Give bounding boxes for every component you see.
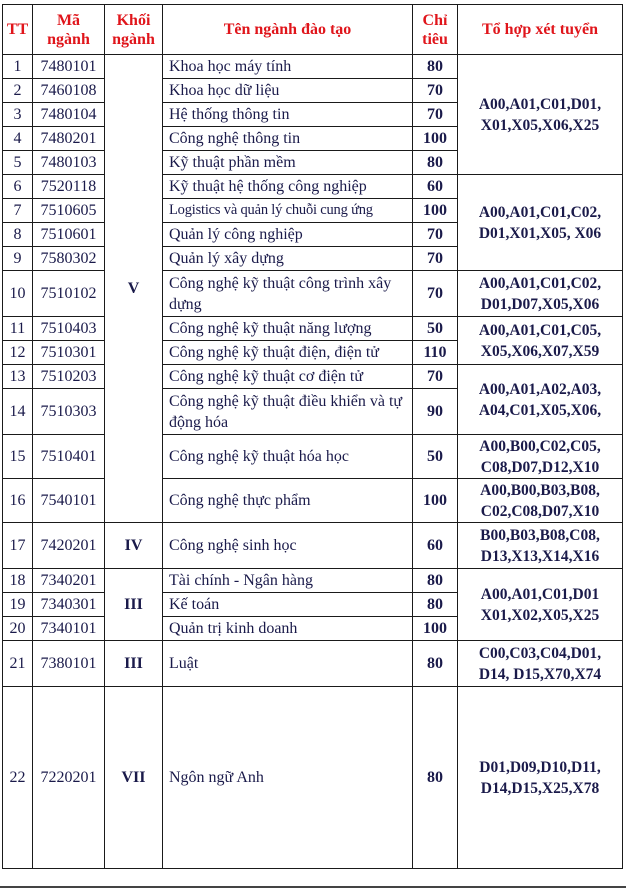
to-hop-group-9: A00,A01,C01,D01 X01,X02,X05,X25: [458, 569, 623, 641]
cell-ten: Khoa học máy tính: [163, 55, 413, 79]
bottom-divider: [0, 886, 626, 888]
cell-chi-tieu: 90: [413, 389, 458, 435]
header-khoi-nganh: Khối ngành: [105, 5, 163, 55]
cell-ma: 7340201: [33, 569, 105, 593]
cell-tt: 16: [3, 479, 33, 523]
cell-chi-tieu: 70: [413, 223, 458, 247]
cell-ma: 7510605: [33, 199, 105, 223]
cell-ten: Luật: [163, 641, 413, 687]
cell-chi-tieu: 70: [413, 365, 458, 389]
header-ten-nganh: Tên ngành đào tạo: [163, 5, 413, 55]
table-row: [3, 523, 623, 569]
cell-chi-tieu: 50: [413, 317, 458, 341]
cell-tt: 20: [3, 617, 33, 641]
cell-ten: Quản trị kinh doanh: [163, 617, 413, 641]
cell-tt: 22: [3, 687, 33, 869]
khoi-nganh-iii-luat: III: [105, 641, 163, 687]
cell-ten: Công nghệ thực phẩm: [163, 479, 413, 523]
cell-ma: 7580302: [33, 247, 105, 271]
cell-tt: 8: [3, 223, 33, 247]
cell-chi-tieu: 80: [413, 593, 458, 617]
to-hop-group-2: A00,A01,C01,C02, D01,X01,X05, X06: [458, 175, 623, 271]
cell-tt: 15: [3, 435, 33, 479]
cell-chi-tieu: 80: [413, 687, 458, 869]
cell-ten: Quản lý công nghiệp: [163, 223, 413, 247]
cell-tt: 7: [3, 199, 33, 223]
khoi-nganh-iii: III: [105, 569, 163, 641]
table-row: [3, 435, 623, 479]
cell-ten: Hệ thống thông tin: [163, 103, 413, 127]
to-hop-group-4: A00,A01,C01,C05, X05,X06,X07,X59: [458, 317, 623, 365]
cell-chi-tieu: 80: [413, 151, 458, 175]
cell-tt: 19: [3, 593, 33, 617]
cell-ten: Kỹ thuật phần mềm: [163, 151, 413, 175]
cell-tt: 3: [3, 103, 33, 127]
cell-ten: Quản lý xây dựng: [163, 247, 413, 271]
cell-ma: 7510303: [33, 389, 105, 435]
cell-ten: Công nghệ thông tin: [163, 127, 413, 151]
cell-chi-tieu: 50: [413, 435, 458, 479]
cell-chi-tieu: 80: [413, 569, 458, 593]
to-hop-group-6: A00,B00,C02,C05, C08,D07,D12,X10: [458, 435, 623, 479]
cell-tt: 4: [3, 127, 33, 151]
cell-tt: 6: [3, 175, 33, 199]
table-row: [3, 569, 623, 593]
cell-tt: 11: [3, 317, 33, 341]
to-hop-group-7: A00,B00,B03,B08, C02,C08,D07,X10: [458, 479, 623, 523]
cell-ma: 7510401: [33, 435, 105, 479]
table-row: [3, 365, 623, 389]
cell-ten: Kỹ thuật hệ thống công nghiệp: [163, 175, 413, 199]
cell-chi-tieu: 60: [413, 175, 458, 199]
header-ma-nganh: Mã ngành: [33, 5, 105, 55]
cell-tt: 5: [3, 151, 33, 175]
cell-ma: 7520118: [33, 175, 105, 199]
cell-chi-tieu: 100: [413, 127, 458, 151]
cell-chi-tieu: 70: [413, 103, 458, 127]
khoi-nganh-v: V: [105, 55, 163, 523]
cell-ma: 7480103: [33, 151, 105, 175]
cell-ten: Kế toán: [163, 593, 413, 617]
cell-chi-tieu: 70: [413, 247, 458, 271]
table-row: [3, 271, 623, 317]
table-row: [3, 641, 623, 687]
cell-ma: 7510301: [33, 341, 105, 365]
cell-ten: Logistics và quản lý chuỗi cung ứng: [163, 199, 413, 223]
cell-chi-tieu: 60: [413, 523, 458, 569]
cell-chi-tieu: 70: [413, 79, 458, 103]
cell-ma: 7510203: [33, 365, 105, 389]
to-hop-group-3: A00,A01,C01,C02, D01,D07,X05,X06: [458, 271, 623, 317]
cell-chi-tieu: 100: [413, 617, 458, 641]
table-row: [3, 317, 623, 341]
cell-tt: 17: [3, 523, 33, 569]
to-hop-group-1: A00,A01,C01,D01, X01,X05,X06,X25: [458, 55, 623, 175]
khoi-nganh-iv: IV: [105, 523, 163, 569]
cell-tt: 13: [3, 365, 33, 389]
cell-tt: 1: [3, 55, 33, 79]
cell-ma: 7420201: [33, 523, 105, 569]
table-row: [3, 55, 623, 79]
cell-tt: 14: [3, 389, 33, 435]
cell-ma: 7510403: [33, 317, 105, 341]
cell-ma: 7380101: [33, 641, 105, 687]
cell-ten: Công nghệ kỹ thuật điện, điện tử: [163, 341, 413, 365]
cell-chi-tieu: 100: [413, 199, 458, 223]
cell-tt: 18: [3, 569, 33, 593]
cell-ten: Ngôn ngữ Anh: [163, 687, 413, 869]
cell-chi-tieu: 80: [413, 641, 458, 687]
khoi-nganh-vii: VII: [105, 687, 163, 869]
table-row: [3, 175, 623, 199]
cell-ma: 7480201: [33, 127, 105, 151]
cell-ma: 7220201: [33, 687, 105, 869]
cell-tt: 9: [3, 247, 33, 271]
cell-tt: 21: [3, 641, 33, 687]
cell-ma: 7340301: [33, 593, 105, 617]
cell-ten: Công nghệ kỹ thuật hóa học: [163, 435, 413, 479]
header-tt: TT: [3, 5, 33, 55]
header-chi-tieu: Chỉ tiêu: [413, 5, 458, 55]
cell-ma: 7480101: [33, 55, 105, 79]
to-hop-group-8: B00,B03,B08,C08, D13,X13,X14,X16: [458, 523, 623, 569]
table-row: [3, 687, 623, 869]
cell-ten: Công nghệ kỹ thuật điều khiển và tự động hóa: [163, 389, 413, 435]
cell-tt: 10: [3, 271, 33, 317]
cell-ten: Công nghệ sinh học: [163, 523, 413, 569]
cell-ten: Công nghệ kỹ thuật năng lượng: [163, 317, 413, 341]
admission-table: [2, 4, 623, 869]
cell-tt: 12: [3, 341, 33, 365]
table-header: [3, 5, 623, 55]
cell-ma: 7340101: [33, 617, 105, 641]
cell-chi-tieu: 80: [413, 55, 458, 79]
cell-chi-tieu: 70: [413, 271, 458, 317]
cell-ten: Tài chính - Ngân hàng: [163, 569, 413, 593]
cell-ten: Công nghệ kỹ thuật công trình xây dựng: [163, 271, 413, 317]
cell-ma: 7480104: [33, 103, 105, 127]
cell-ma: 7460108: [33, 79, 105, 103]
cell-chi-tieu: 100: [413, 479, 458, 523]
cell-tt: 2: [3, 79, 33, 103]
cell-chi-tieu: 110: [413, 341, 458, 365]
to-hop-group-11: D01,D09,D10,D11, D14,D15,X25,X78: [458, 687, 623, 869]
table-row: [3, 479, 623, 523]
cell-ma: 7510601: [33, 223, 105, 247]
to-hop-group-10: C00,C03,C04,D01, D14, D15,X70,X74: [458, 641, 623, 687]
cell-ma: 7510102: [33, 271, 105, 317]
to-hop-group-5: A00,A01,A02,A03, A04,C01,X05,X06,: [458, 365, 623, 435]
cell-ten: Khoa học dữ liệu: [163, 79, 413, 103]
cell-ma: 7540101: [33, 479, 105, 523]
header-to-hop: Tổ hợp xét tuyển: [458, 5, 623, 55]
cell-ten: Công nghệ kỹ thuật cơ điện tử: [163, 365, 413, 389]
